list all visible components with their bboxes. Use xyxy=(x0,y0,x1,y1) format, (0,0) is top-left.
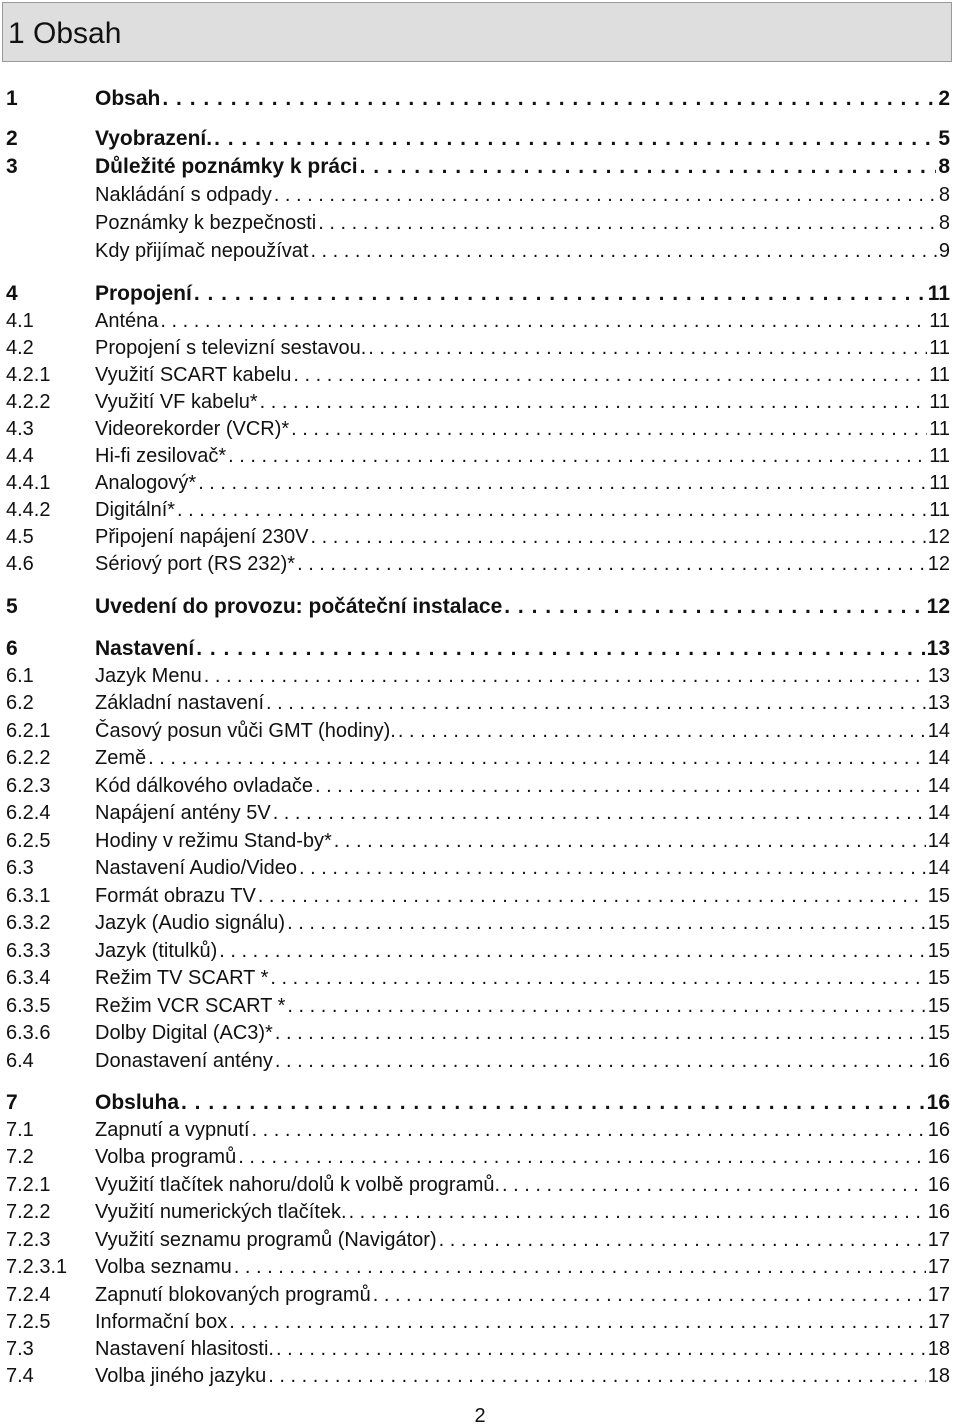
toc-entry-line xyxy=(95,470,950,496)
toc-entry-line xyxy=(95,718,950,744)
toc-entry-number: 7.2.3.1 xyxy=(6,1256,68,1278)
toc-entry xyxy=(6,1144,950,1170)
page-number: 2 xyxy=(474,1405,486,1427)
toc-entry-page: 11 xyxy=(929,337,950,359)
toc-entry-line xyxy=(95,1144,950,1170)
toc-entry xyxy=(6,86,950,112)
toc-entry-number: 7.2.3 xyxy=(6,1229,51,1251)
toc-entry-title: Dolby Digital (AC3)* xyxy=(95,1022,273,1044)
toc-entry-line xyxy=(95,1199,950,1225)
toc-entry xyxy=(6,993,950,1019)
toc-entry-title: Jazyk (Audio signálu) xyxy=(95,912,286,934)
toc-entry-line xyxy=(95,636,950,662)
toc-entry xyxy=(6,773,950,799)
toc-entry-page: 15 xyxy=(927,967,950,989)
toc-dot-leader xyxy=(291,416,927,442)
toc-entry xyxy=(6,965,950,991)
toc-entry-line xyxy=(95,745,950,771)
toc-entry-line xyxy=(95,281,950,307)
toc-entry-page: 18 xyxy=(927,1338,950,1360)
toc-entry xyxy=(6,938,950,964)
toc-entry-title: Časový posun vůči GMT (hodiny). xyxy=(95,720,396,742)
toc-dot-leader xyxy=(219,938,926,964)
toc-entry-title: Zapnutí blokovaných programů xyxy=(95,1284,371,1306)
toc-entry-title: Anténa xyxy=(95,310,159,332)
toc-entry xyxy=(6,281,950,307)
toc-entry-number: 7 xyxy=(6,1091,18,1114)
toc-entry-number: 4.4 xyxy=(6,445,34,467)
toc-entry-title: Jazyk (titulků) xyxy=(95,940,218,962)
toc-entry-title: Zapnutí a vypnutí xyxy=(95,1119,250,1141)
toc-entry-number: 7.2.1 xyxy=(6,1174,51,1196)
toc-entry-line xyxy=(95,965,950,991)
toc-dot-leader xyxy=(349,1199,926,1225)
toc-entry-page: 9 xyxy=(938,240,950,262)
toc-entry-line xyxy=(95,1227,950,1253)
toc-entry-line xyxy=(95,883,950,909)
toc-entry-page: 16 xyxy=(927,1119,950,1141)
toc-dot-leader xyxy=(160,308,927,334)
toc-entry-page: 11 xyxy=(929,472,950,494)
toc-dot-leader xyxy=(299,855,926,881)
toc-entry-title: Země xyxy=(95,747,147,769)
toc-entry xyxy=(6,855,950,881)
toc-entry-page: 16 xyxy=(927,1050,950,1072)
toc-dot-leader xyxy=(273,800,926,826)
toc-entry-line xyxy=(95,773,950,799)
toc-entry-line xyxy=(95,154,950,180)
toc-entry-line xyxy=(95,1172,950,1198)
toc-entry xyxy=(6,1363,950,1389)
toc-entry-number: 4.2 xyxy=(6,337,34,359)
toc-entry xyxy=(6,182,950,208)
toc-entry-number: 6.3.1 xyxy=(6,885,51,907)
toc-entry-line xyxy=(95,443,950,469)
toc-entry-page: 12 xyxy=(927,553,950,575)
toc-entry-line xyxy=(95,308,950,334)
toc-dot-leader xyxy=(297,551,926,577)
toc-dot-leader xyxy=(238,1144,926,1170)
toc-entry-title: Využití VF kabelu* xyxy=(95,391,258,413)
toc-entry-page: 18 xyxy=(927,1365,950,1387)
section-title: 1 Obsah xyxy=(8,17,122,50)
toc-entry-page: 13 xyxy=(926,637,950,660)
toc-entry-page: 15 xyxy=(927,995,950,1017)
toc-entry-title: Analogový* xyxy=(95,472,197,494)
toc-entry-page: 14 xyxy=(927,857,950,879)
toc-entry xyxy=(6,718,950,744)
toc-entry-number: 6.4 xyxy=(6,1050,34,1072)
toc-entry-page: 2 xyxy=(938,87,950,110)
toc-entry xyxy=(6,416,950,442)
toc-entry xyxy=(6,690,950,716)
toc-entry-page: 16 xyxy=(927,1201,950,1223)
toc-entry-title: Režim VCR SCART * xyxy=(95,995,286,1017)
toc-entry xyxy=(6,1117,950,1143)
toc-entry xyxy=(6,1227,950,1253)
toc-dot-leader xyxy=(194,281,926,307)
toc-entry-page: 14 xyxy=(927,802,950,824)
toc-entry xyxy=(6,308,950,334)
toc-entry xyxy=(6,745,950,771)
toc-entry-number: 6.2.3 xyxy=(6,775,51,797)
toc-entry-number: 7.2.2 xyxy=(6,1201,51,1223)
toc-entry-page: 13 xyxy=(927,692,950,714)
toc-entry-page: 16 xyxy=(927,1146,950,1168)
toc-entry-line xyxy=(95,855,950,881)
toc-entry-title: Jazyk Menu xyxy=(95,665,202,687)
toc-entry-number: 4.4.2 xyxy=(6,499,51,521)
toc-dot-leader xyxy=(334,828,926,854)
toc-entry-number: 4 xyxy=(6,282,18,305)
toc-entry-title: Nastavení xyxy=(95,637,195,660)
toc-entry-line xyxy=(95,828,950,854)
toc-entry xyxy=(6,126,950,152)
toc-entry-title: Nastavení hlasitosti. xyxy=(95,1338,274,1360)
toc-entry-line xyxy=(95,416,950,442)
toc-entry-page: 17 xyxy=(927,1311,950,1333)
toc-dot-leader xyxy=(148,745,926,771)
toc-entry xyxy=(6,1090,950,1116)
toc-entry-page: 14 xyxy=(927,720,950,742)
toc-entry xyxy=(6,154,950,180)
toc-entry xyxy=(6,636,950,662)
toc-entry xyxy=(6,389,950,415)
toc-entry-title: Režim TV SCART * xyxy=(95,967,269,989)
toc-entry-line xyxy=(95,1048,950,1074)
toc-entry-line xyxy=(95,594,950,620)
toc-entry-page: 11 xyxy=(929,499,950,521)
toc-entry-title: Kód dálkového ovladače xyxy=(95,775,313,797)
toc-dot-leader xyxy=(266,690,926,716)
toc-entry-number: 4.6 xyxy=(6,553,34,575)
toc-entry-page: 5 xyxy=(938,127,950,150)
toc-entry-page: 17 xyxy=(927,1229,950,1251)
toc-entry-line xyxy=(95,210,950,236)
toc-entry xyxy=(6,1172,950,1198)
toc-dot-leader xyxy=(181,1090,925,1116)
toc-entry-line xyxy=(95,389,950,415)
toc-entry-page: 14 xyxy=(927,747,950,769)
toc-entry xyxy=(6,524,950,550)
toc-entry-number: 6.1 xyxy=(6,665,34,687)
toc-entry-page: 12 xyxy=(927,526,950,548)
toc-dot-leader xyxy=(504,594,924,620)
toc-dot-leader xyxy=(177,497,927,523)
toc-entry-number: 7.2.4 xyxy=(6,1284,51,1306)
toc-entry-title: Kdy přijímač nepoužívat xyxy=(95,240,309,262)
toc-entry-number: 4.3 xyxy=(6,418,34,440)
toc-entry-title: Hi-fi zesilovač* xyxy=(95,445,227,467)
toc-entry-line xyxy=(95,497,950,523)
toc-entry-title: Volba jiného jazyku xyxy=(95,1365,267,1387)
toc-entry-title: Videorekorder (VCR)* xyxy=(95,418,290,440)
toc-entry-title: Volba programů xyxy=(95,1146,237,1168)
toc-dot-leader xyxy=(275,1048,926,1074)
toc-entry xyxy=(6,910,950,936)
toc-entry-number: 6.2.4 xyxy=(6,802,51,824)
toc-entry-page: 17 xyxy=(927,1284,950,1306)
toc-dot-leader xyxy=(318,210,937,236)
toc-entry-page: 16 xyxy=(926,1091,950,1114)
toc-dot-leader xyxy=(368,335,927,361)
toc-dot-leader xyxy=(276,1336,926,1362)
toc-dot-leader xyxy=(196,636,924,662)
toc-entry-number: 6.2.5 xyxy=(6,830,51,852)
toc-entry-line xyxy=(95,1282,950,1308)
toc-dot-leader xyxy=(398,718,926,744)
toc-dot-leader xyxy=(287,993,925,1019)
toc-entry-number: 4.5 xyxy=(6,526,34,548)
toc-entry-page: 17 xyxy=(927,1256,950,1278)
toc-dot-leader xyxy=(274,182,937,208)
toc-entry-title: Napájení antény 5V xyxy=(95,802,271,824)
toc-entry-line xyxy=(95,362,950,388)
toc-entry-number: 4.4.1 xyxy=(6,472,51,494)
toc-entry-number: 6.3.2 xyxy=(6,912,51,934)
toc-entry-number: 7.1 xyxy=(6,1119,34,1141)
toc-entry xyxy=(6,1309,950,1335)
toc-entry-page: 8 xyxy=(938,155,950,178)
toc-entry-line xyxy=(95,238,950,264)
toc-entry-number: 4.2.1 xyxy=(6,364,51,386)
toc-entry-page: 12 xyxy=(926,595,950,618)
toc-entry-title: Nastavení Audio/Video xyxy=(95,857,298,879)
toc-entry-title: Propojení xyxy=(95,282,192,305)
toc-entry-number: 5 xyxy=(6,595,18,618)
toc-entry xyxy=(6,210,950,236)
toc-entry-title: Propojení s televizní sestavou. xyxy=(95,337,367,359)
toc-entry-number: 4.1 xyxy=(6,310,34,332)
toc-entry-title: Uvedení do provozu: počáteční instalace xyxy=(95,595,503,618)
toc-dot-leader xyxy=(234,1254,926,1280)
toc-entry xyxy=(6,1282,950,1308)
toc-dot-leader xyxy=(260,389,928,415)
toc-entry-number: 6.3.6 xyxy=(6,1022,51,1044)
toc-entry-line xyxy=(95,1336,950,1362)
toc-entry-title: Obsah xyxy=(95,87,161,110)
toc-dot-leader xyxy=(502,1172,926,1198)
toc-entry xyxy=(6,497,950,523)
toc-entry xyxy=(6,443,950,469)
toc-dot-leader xyxy=(204,663,926,689)
toc-entry-line xyxy=(95,910,950,936)
toc-entry-line xyxy=(95,86,950,112)
toc-entry-page: 11 xyxy=(929,364,950,386)
toc-entry-title: Využití tlačítek nahoru/dolů k volbě programů. xyxy=(95,1174,501,1196)
toc-dot-leader xyxy=(214,126,936,152)
toc-entry-page: 11 xyxy=(929,391,950,413)
toc-entry-line xyxy=(95,1020,950,1046)
toc-entry-number: 3 xyxy=(6,155,18,178)
toc-entry-title: Informační box xyxy=(95,1311,228,1333)
toc-entry-line xyxy=(95,1309,950,1335)
toc-entry-title: Donastavení antény xyxy=(95,1050,273,1072)
toc-entry-number: 1 xyxy=(6,87,18,110)
toc-entry-line xyxy=(95,690,950,716)
toc-entry-line xyxy=(95,993,950,1019)
toc-dot-leader xyxy=(315,773,926,799)
toc-entry-number: 7.2.5 xyxy=(6,1311,51,1333)
toc-entry-title: Obsluha xyxy=(95,1091,180,1114)
toc-entry-page: 8 xyxy=(938,212,950,234)
toc-entry-title: Využití SCART kabelu xyxy=(95,364,292,386)
toc-dot-leader xyxy=(373,1282,926,1308)
toc-entry-page: 11 xyxy=(927,282,950,305)
toc-entry-title: Vyobrazení. xyxy=(95,127,213,150)
toc-entry-number: 2 xyxy=(6,127,18,150)
toc-entry-line xyxy=(95,182,950,208)
toc-entry-line xyxy=(95,335,950,361)
toc-entry-page: 16 xyxy=(927,1174,950,1196)
toc-entry-line xyxy=(95,126,950,152)
toc-entry-title: Digitální* xyxy=(95,499,176,521)
toc-dot-leader xyxy=(287,910,926,936)
toc-entry-number: 6.3.5 xyxy=(6,995,51,1017)
toc-entry-title: Využití seznamu programů (Navigátor) xyxy=(95,1229,437,1251)
toc-dot-leader xyxy=(229,1309,925,1335)
toc-entry xyxy=(6,1199,950,1225)
toc-entry-line xyxy=(95,1117,950,1143)
toc-entry-number: 6.3.3 xyxy=(6,940,51,962)
toc-entry-title: Volba seznamu xyxy=(95,1256,232,1278)
toc-entry-number: 7.3 xyxy=(6,1338,34,1360)
toc-entry-number: 7.4 xyxy=(6,1365,34,1387)
toc-entry-title: Nakládání s odpady xyxy=(95,184,272,206)
toc-dot-leader xyxy=(198,470,927,496)
toc-entry-line xyxy=(95,663,950,689)
toc-entry xyxy=(6,1020,950,1046)
toc-entry-page: 15 xyxy=(927,940,950,962)
toc-entry-page: 14 xyxy=(927,775,950,797)
toc-entry-page: 14 xyxy=(927,830,950,852)
toc-entry-number: 7.2 xyxy=(6,1146,34,1168)
toc-entry-title: Připojení napájení 230V xyxy=(95,526,309,548)
toc-entry xyxy=(6,1048,950,1074)
toc-dot-leader xyxy=(439,1227,926,1253)
toc-entry xyxy=(6,362,950,388)
toc-entry-line xyxy=(95,1090,950,1116)
toc-dot-leader xyxy=(268,1363,926,1389)
toc-entry-title: Sériový port (RS 232)* xyxy=(95,553,296,575)
toc-dot-leader xyxy=(228,443,927,469)
toc-entry-page: 11 xyxy=(929,445,950,467)
toc-dot-leader xyxy=(293,362,927,388)
toc-entry-number: 4.2.2 xyxy=(6,391,51,413)
toc-entry xyxy=(6,1336,950,1362)
toc-entry-title: Formát obrazu TV xyxy=(95,885,256,907)
toc-entry-number: 6.3.4 xyxy=(6,967,51,989)
toc-dot-leader xyxy=(162,86,936,112)
toc-entry-title: Základní nastavení xyxy=(95,692,264,714)
toc-entry-title: Hodiny v režimu Stand-by* xyxy=(95,830,332,852)
toc-entry xyxy=(6,470,950,496)
toc-entry-line xyxy=(95,800,950,826)
toc-entry-line xyxy=(95,551,950,577)
toc-entry-line xyxy=(95,1363,950,1389)
toc-entry-number: 6.2.1 xyxy=(6,720,51,742)
toc-entry-page: 11 xyxy=(929,418,950,440)
toc-entry-page: 15 xyxy=(927,1022,950,1044)
toc-entry xyxy=(6,1254,950,1280)
toc-entry-line xyxy=(95,524,950,550)
toc-entry-number: 6.2.2 xyxy=(6,747,51,769)
toc-dot-leader xyxy=(270,965,925,991)
toc-entry-title: Poznámky k bezpečnosti xyxy=(95,212,317,234)
toc-entry-page: 15 xyxy=(927,912,950,934)
toc-entry-title: Využití numerických tlačítek. xyxy=(95,1201,347,1223)
toc-dot-leader xyxy=(360,154,937,180)
toc-entry-line xyxy=(95,938,950,964)
toc-entry-page: 8 xyxy=(938,184,950,206)
toc-entry xyxy=(6,828,950,854)
toc-entry xyxy=(6,551,950,577)
toc-entry xyxy=(6,594,950,620)
toc-entry xyxy=(6,800,950,826)
toc-entry-page: 13 xyxy=(927,665,950,687)
toc-entry-line xyxy=(95,1254,950,1280)
toc-entry xyxy=(6,883,950,909)
toc-dot-leader xyxy=(258,883,926,909)
toc-entry-page: 15 xyxy=(927,885,950,907)
toc-entry xyxy=(6,335,950,361)
toc-entry xyxy=(6,238,950,264)
toc-entry-number: 6 xyxy=(6,637,18,660)
toc-entry xyxy=(6,663,950,689)
toc-dot-leader xyxy=(310,238,936,264)
toc-entry-title: Důležité poznámky k práci xyxy=(95,155,358,178)
toc-dot-leader xyxy=(311,524,926,550)
toc-dot-leader xyxy=(252,1117,926,1143)
toc-entry-number: 6.2 xyxy=(6,692,34,714)
toc-entry-number: 6.3 xyxy=(6,857,34,879)
toc-entry-page: 11 xyxy=(929,310,950,332)
toc-dot-leader xyxy=(275,1020,926,1046)
